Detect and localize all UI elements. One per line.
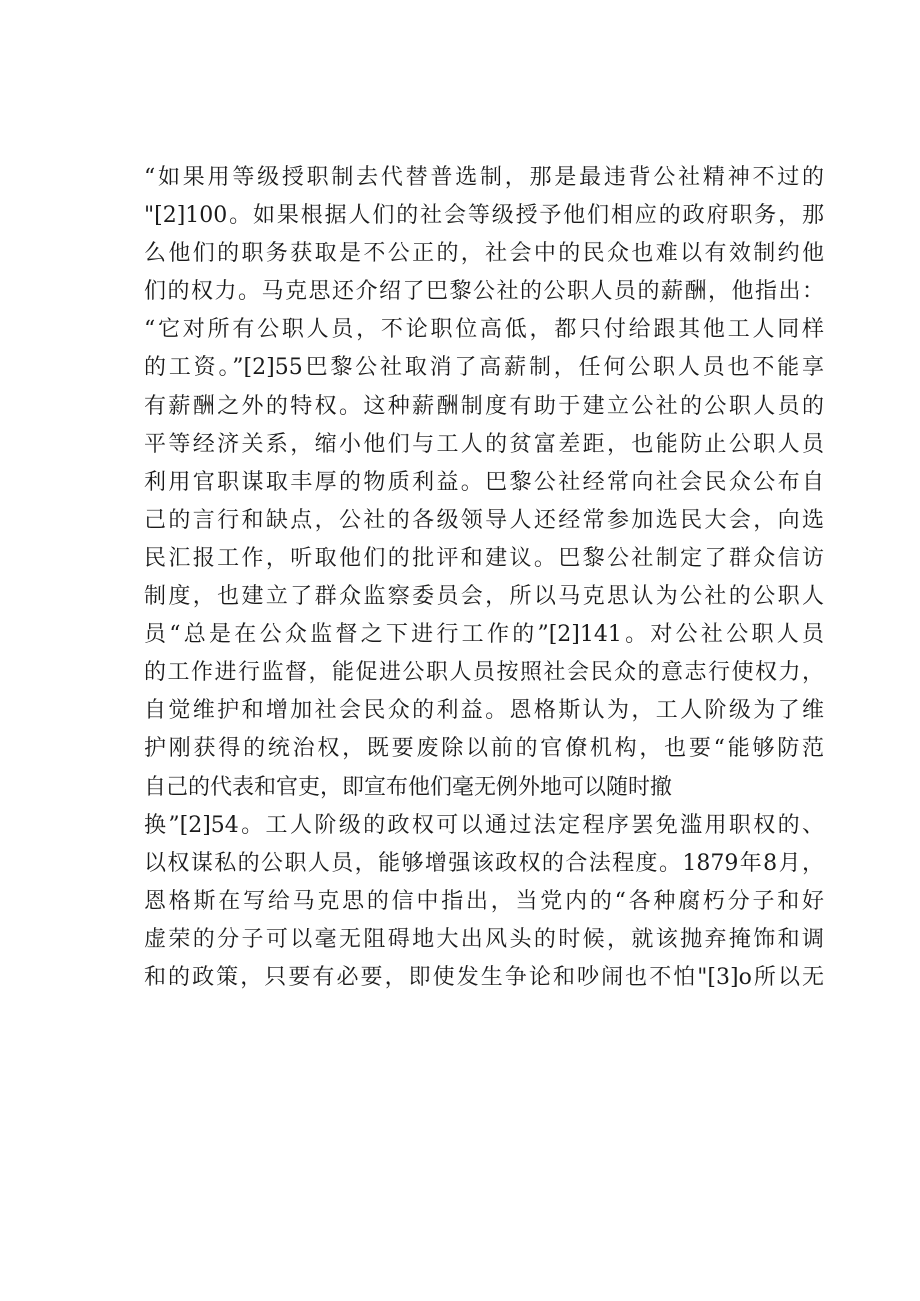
text-line: 的工作进行监督，能促进公职人员按照社会民众的意志行使权力， <box>144 660 824 686</box>
text-line: 以权谋私的公职人员，能够增强该政权的合法程度。1879年8月， <box>144 850 824 876</box>
text-line: 换”[2]54。工人阶级的政权可以通过法定程序罢免滥用职权的、 <box>144 812 824 838</box>
text-line: 民汇报工作，听取他们的批评和建议。巴黎公社制定了群众信访 <box>144 545 824 571</box>
body-paragraph <box>144 159 824 997</box>
text-line: 员“总是在公众监督之下进行工作的”[2]141。对公社公职人员 <box>144 622 824 648</box>
text-line: "[2]100。如果根据人们的社会等级授予他们相应的政府职务，那 <box>144 203 824 229</box>
text-line: 平等经济关系，缩小他们与工人的贫富差距，也能防止公职人员 <box>144 431 824 457</box>
text-line: 的工资。”[2]55巴黎公社取消了高薪制，任何公职人员也不能享 <box>144 355 824 381</box>
text-line: 么他们的职务获取是不公正的，社会中的民众也难以有效制约他 <box>144 241 824 267</box>
text-line: 自觉维护和增加社会民众的利益。恩格斯认为，工人阶级为了维 <box>144 698 824 724</box>
text-line: 有薪酬之外的特权。这种薪酬制度有助于建立公社的公职人员的 <box>144 393 824 419</box>
text-line: 制度，也建立了群众监察委员会，所以马克思认为公社的公职人 <box>144 584 824 610</box>
text-line: 虚荣的分子可以毫无阻碍地大出风头的时候，就该抛弃掩饰和调 <box>144 926 824 952</box>
text-line: 护刚获得的统治权，既要废除以前的官僚机构，也要“能够防范 <box>144 736 824 762</box>
text-line: 们的权力。马克思还介绍了巴黎公社的公职人员的薪酬，他指出： <box>144 279 824 305</box>
text-line: “如果用等级授职制去代替普选制，那是最违背公社精神不过的 <box>144 165 824 190</box>
text-line: 利用官职谋取丰厚的物质利益。巴黎公社经常向社会民众公布自 <box>144 469 824 495</box>
text-line: 自己的代表和官吏，即宣布他们毫无例外地可以随时撤 <box>144 774 673 800</box>
text-line: 恩格斯在写给马克思的信中指出，当党内的“各种腐朽分子和好 <box>144 888 824 914</box>
text-line: 和的政策，只要有必要，即使发生争论和吵闹也不怕"[3]o所以无 <box>144 964 824 990</box>
text-line: 己的言行和缺点，公社的各级领导人还经常参加选民大会，向选 <box>144 507 824 533</box>
text-line: “它对所有公职人员，不论职位高低，都只付给跟其他工人同样 <box>144 317 824 343</box>
